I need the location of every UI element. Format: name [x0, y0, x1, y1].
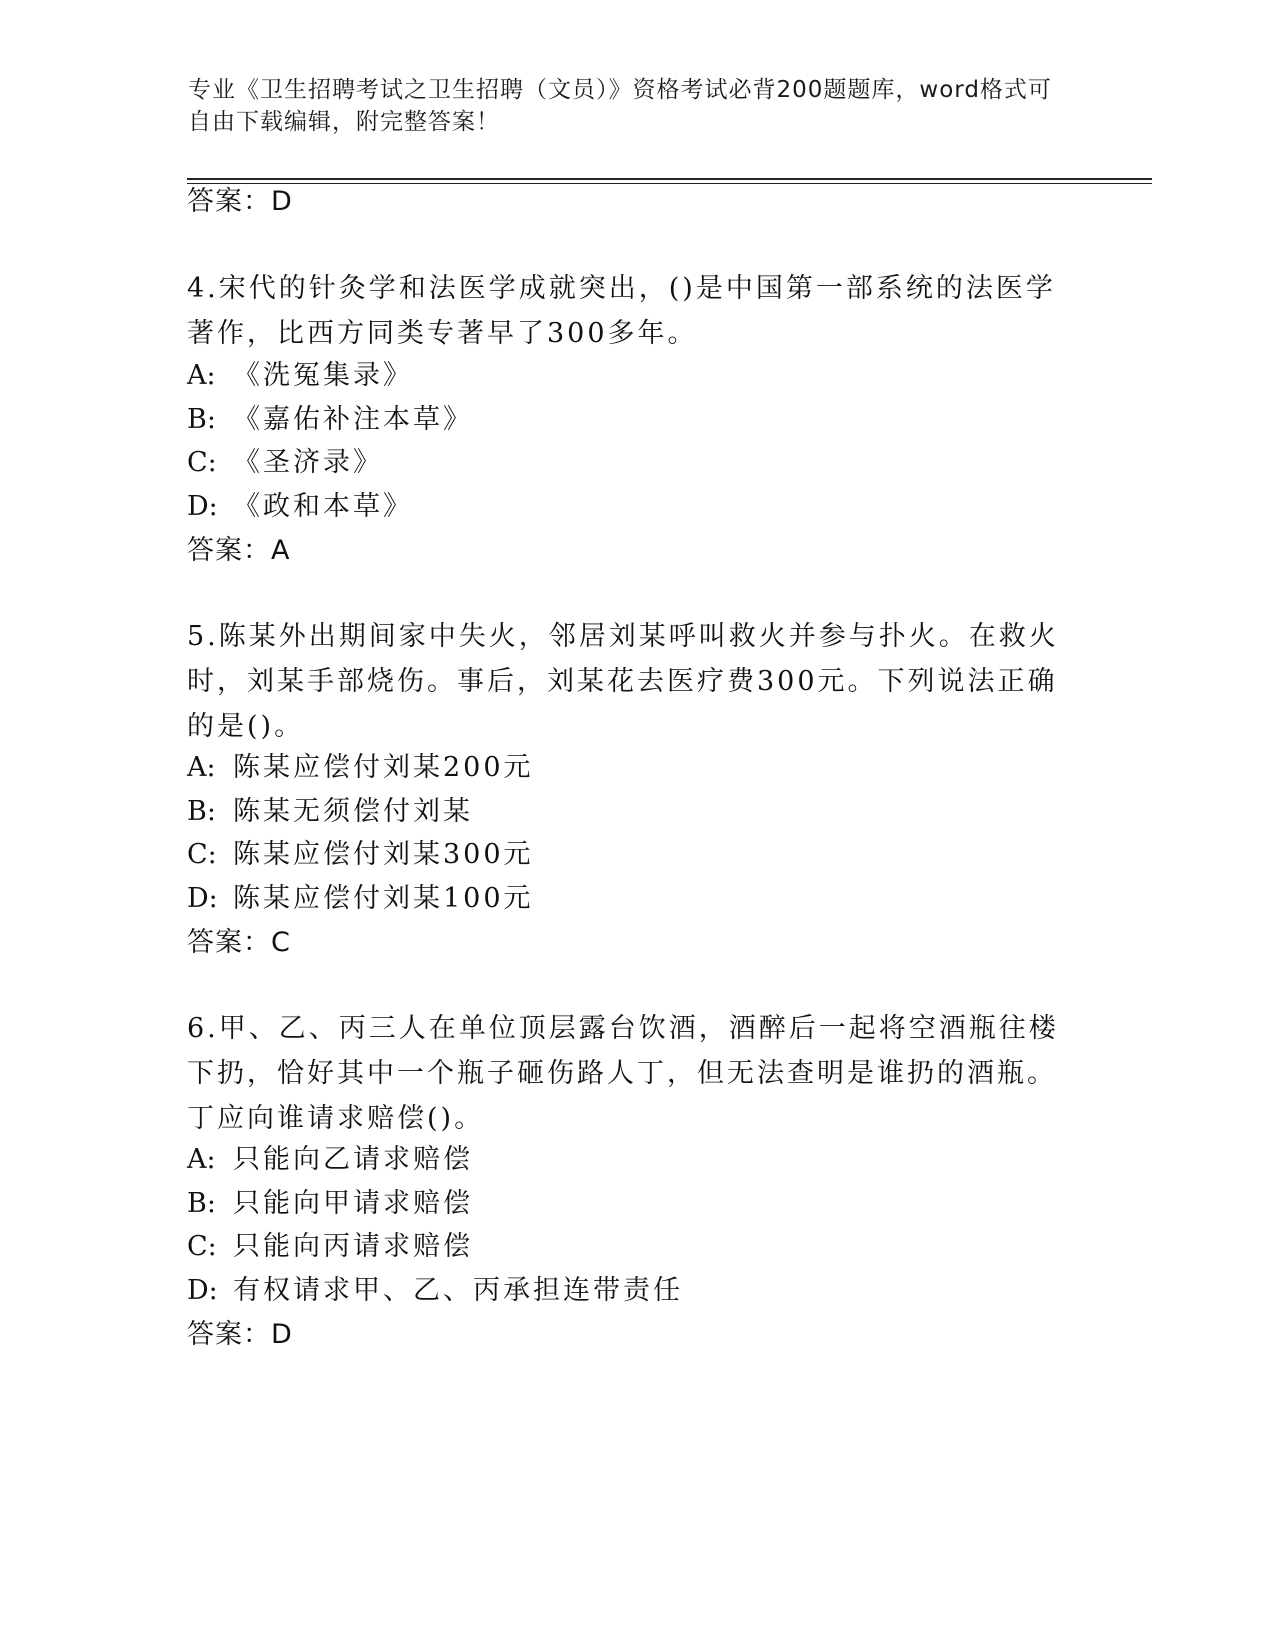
answer-line: 答案：D — [187, 1319, 293, 1350]
option-letter: A: — [187, 360, 216, 391]
option-text: 《洗冤集录》 — [233, 360, 413, 391]
option-c — [187, 838, 534, 872]
question-text: 5.陈某外出期间家中失火，邻居刘某呼叫救火并参与扑火。在救火时，刘某手部烧伤。事后，刘某花去医疗费300元。下列说法正确的是()。 — [187, 621, 1059, 742]
option-letter: D: — [187, 883, 218, 914]
option-letter: A: — [187, 1144, 216, 1175]
question-text: 6.甲、乙、丙三人在单位顶层露台饮酒，酒醉后一起将空酒瓶往楼下扔，恰好其中一个瓶子砸伤路人丁，但无法查明是谁扔的酒瓶。丁应向谁请求赔偿()。 — [187, 1013, 1059, 1134]
question-text: 4.宋代的针灸学和法医学成就突出，()是中国第一部系统的法医学著作，比西方同类专著早了300多年。 — [187, 273, 1056, 349]
option-text: 《圣济录》 — [233, 447, 383, 478]
option-letter: B: — [187, 796, 216, 827]
answer-line: 答案：C — [187, 927, 291, 958]
answer-line: 答案：D — [187, 186, 293, 217]
option-d — [187, 882, 534, 916]
option-text: 只能向丙请求赔偿 — [233, 1231, 473, 1262]
option-letter: C: — [187, 447, 217, 478]
option-text: 有权请求甲、乙、丙承担连带责任 — [233, 1275, 683, 1306]
option-b — [187, 795, 473, 829]
option-letter: C: — [187, 1231, 217, 1262]
header-divider — [187, 178, 1152, 180]
option-text: 陈某无须偿付刘某 — [233, 796, 473, 827]
option-a — [187, 751, 534, 785]
option-b — [187, 1187, 473, 1221]
option-letter: B: — [187, 404, 216, 435]
option-text: 只能向乙请求赔偿 — [233, 1144, 473, 1175]
option-letter: B: — [187, 1188, 216, 1219]
answer-line: 答案：A — [187, 535, 291, 566]
option-b — [187, 403, 473, 437]
option-text: 陈某应偿付刘某200元 — [233, 752, 534, 783]
page-header: 专业《卫生招聘考试之卫生招聘（文员）》资格考试必背200题题库，word格式可自由下载编辑，附完整答案！ — [188, 77, 1052, 135]
option-a — [187, 1143, 473, 1177]
option-text: 只能向甲请求赔偿 — [233, 1188, 473, 1219]
option-c — [187, 446, 383, 480]
option-letter: C: — [187, 839, 217, 870]
option-text: 《政和本草》 — [233, 491, 413, 522]
option-d — [187, 1274, 683, 1308]
header-divider-thin — [187, 183, 1152, 184]
option-text: 陈某应偿付刘某100元 — [233, 883, 534, 914]
option-text: 《嘉佑补注本草》 — [233, 404, 473, 435]
option-d — [187, 490, 413, 524]
option-letter: D: — [187, 1275, 218, 1306]
option-text: 陈某应偿付刘某300元 — [233, 839, 534, 870]
option-c — [187, 1230, 473, 1264]
option-a — [187, 359, 413, 393]
option-letter: D: — [187, 491, 218, 522]
option-letter: A: — [187, 752, 216, 783]
